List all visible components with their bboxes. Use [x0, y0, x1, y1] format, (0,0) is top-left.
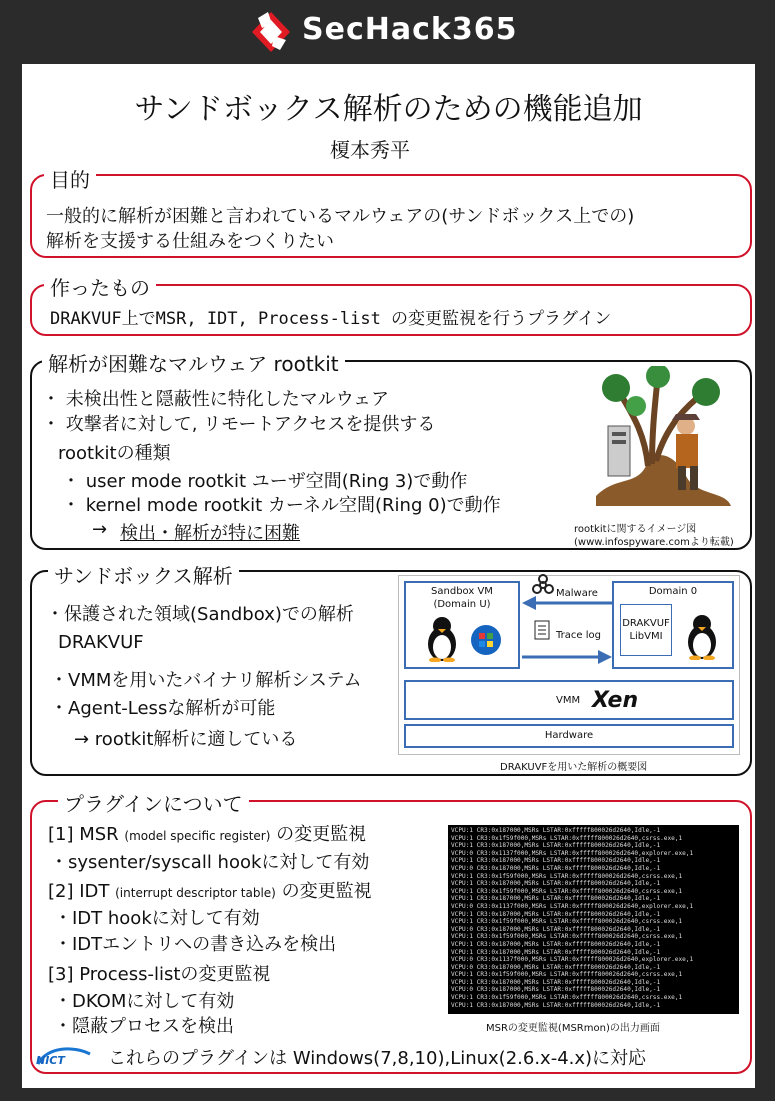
linux-penguin-dom0-icon — [686, 614, 718, 660]
malware-arrow-icon — [522, 596, 612, 610]
sechack-logo-icon — [250, 10, 292, 54]
terminal-line: VCPU:1 CR3:0x187000,MSRs LSTAR:0xfffff800026d2640,Idle,-1 — [451, 910, 661, 918]
sandbox-line-5: → rootkit解析に適している — [74, 729, 298, 750]
terminal-line: VCPU:1 CR3:0x1f59f000,MSRs LSTAR:0xfffff800026d2640,csrss.exe,1 — [451, 994, 683, 1002]
terminal-line: VCPU:1 CR3:0x187000,MSRs LSTAR:0xfffff800026d2640,Idle,-1 — [451, 940, 661, 948]
terminal-line: VCPU:1 CR3:0x187000,MSRs LSTAR:0xfffff800026d2640,Idle,-1 — [451, 842, 661, 850]
rootkit-bullet-1: ・ 未検出性と隠蔽性に特化したマルウェア — [42, 389, 389, 410]
plugin-3-bullet-2: ・隠蔽プロセスを検出 — [54, 1016, 234, 1037]
terminal-line: VCPU:1 CR3:0x187000,MSRs LSTAR:0xfffff800026d2640,Idle,-1 — [451, 857, 661, 865]
plugin-2-tail: の変更監視 — [281, 881, 372, 902]
plugin-1-sub: (model specific register) — [124, 829, 271, 843]
poster-title: サンドボックス解析のための機能追加 — [134, 92, 643, 127]
terminal-line: VCPU:0 CR3:0x187000,MSRs LSTAR:0xfffff800026d2640,Idle,-1 — [451, 925, 661, 933]
terminal-line: VCPU:1 CR3:0x187000,MSRs LSTAR:0xfffff800026d2640,Idle,-1 — [451, 827, 661, 834]
sandbox-line-4: ・Agent-Lessな解析が可能 — [50, 698, 276, 719]
terminal-line: VCPU:1 CR3:0x187000,MSRs LSTAR:0xfffff800026d2640,Idle,-1 — [451, 895, 661, 903]
made-line: DRAKVUF上でMSR, IDT, Process-list の変更監視を行うプラグイン — [50, 309, 612, 329]
document-icon — [534, 620, 550, 640]
trace-log-label: Trace log — [556, 630, 601, 641]
biohazard-icon — [532, 574, 554, 596]
terminal-line: VCPU:1 CR3:0x187000,MSRs LSTAR:0xfffff800026d2640,Idle,-1 — [451, 978, 661, 986]
rootkit-type-kernel: ・ kernel mode rootkit カーネル空間(Ring 0)で動作 — [62, 495, 501, 516]
plugins-footer: これらのプラグインは Windows(7,8,10),Linux(2.6.x-4.x)に対応 — [108, 1048, 647, 1069]
plugin-2-bullet-1: ・IDT hookに対して有効 — [54, 908, 260, 929]
plugin-3-title: [3] Process-listの変更監視 — [48, 964, 271, 985]
rootkit-caption-1: rootkitに関するイメージ図 — [574, 524, 697, 535]
rootkit-heading: 解析が困難なマルウェア rootkit — [42, 348, 345, 377]
vmm-label: VMM — [556, 695, 581, 706]
drakvuf-label: DRAKVUF — [622, 618, 670, 629]
terminal-caption: MSRの変更監視(MSRmon)の出力画面 — [486, 1023, 660, 1034]
terminal-line: VCPU:1 CR3:0x187000,MSRs LSTAR:0xfffff800026d2640,Idle,-1 — [451, 1001, 661, 1009]
terminal-line: VCPU:1 CR3:0x187000,MSRs LSTAR:0xfffff800026d2640,Idle,-1 — [451, 880, 661, 888]
nict-label: NICT — [36, 1054, 65, 1067]
terminal-line: VCPU:0 CR3:0x187000,MSRs LSTAR:0xfffff800026d2640,Idle,-1 — [451, 986, 661, 994]
plugin-2-title — [48, 877, 372, 903]
terminal-line: VCPU:0 CR3:0x1137f000,MSRs LSTAR:0xfffff800026d2640,explorer.exe,1 — [451, 849, 694, 857]
diagram-caption: DRAKUVFを用いた解析の概要図 — [500, 762, 648, 773]
poster-author: 榎本秀平 — [330, 138, 410, 162]
windows-logo-icon — [470, 624, 502, 656]
rootkit-arrow: → — [92, 519, 108, 540]
terminal-line: VCPU:0 CR3:0x1137f000,MSRs LSTAR:0xfffff800026d2640,explorer.exe,1 — [451, 902, 694, 910]
plugin-2-bullet-2: ・IDTエントリへの書き込みを検出 — [54, 934, 337, 955]
xen-label: Xen — [592, 688, 639, 713]
purpose-heading: 目的 — [44, 164, 96, 193]
terminal-lines — [451, 827, 736, 1009]
terminal-line: VCPU:0 CR3:0x1137f000,MSRs LSTAR:0xfffff800026d2640,explorer.exe,1 — [451, 956, 694, 964]
plugin-3-bullet-1: ・DKOMに対して有効 — [54, 991, 235, 1012]
terminal-line: VCPU:1 CR3:0x1f59f000,MSRs LSTAR:0xfffff800026d2640,csrss.exe,1 — [451, 933, 683, 941]
rootkit-types: rootkitの種類 — [58, 443, 171, 464]
nict-logo-icon — [34, 1044, 94, 1070]
sandbox-vm-subtitle: (Domain U) — [433, 599, 491, 610]
trace-arrow-icon — [522, 650, 612, 664]
rootkit-conclusion: 検出・解析が特に困難 — [120, 523, 300, 544]
hardware-label: Hardware — [544, 730, 594, 741]
rootkit-type-user: ・ user mode rootkit ユーザ空間(Ring 3)で動作 — [62, 471, 468, 492]
rootkit-bullet-2: ・ 攻撃者に対して, リモートアクセスを提供する — [42, 414, 436, 435]
sandbox-vm-title: Sandbox VM — [431, 586, 493, 597]
plugin-2-sub: (interrupt descriptor table) — [115, 886, 276, 900]
plugin-1-bullet: ・sysenter/syscall hookに対して有効 — [50, 852, 370, 873]
plugin-1-title — [48, 820, 366, 846]
domain0-title: Domain 0 — [648, 586, 698, 597]
terminal-line: VCPU:1 CR3:0x1f59f000,MSRs LSTAR:0xfffff800026d2640,csrss.exe,1 — [451, 872, 683, 880]
terminal-line: VCPU:1 CR3:0x1f59f000,MSRs LSTAR:0xfffff800026d2640,csrss.exe,1 — [451, 918, 683, 926]
libvmi-label: LibVMI — [629, 631, 663, 642]
sandbox-line-2: DRAKVUF — [58, 632, 144, 653]
rootkit-illustration-icon — [586, 366, 736, 514]
plugin-1-name: [1] MSR — [48, 824, 119, 845]
terminal-line: VCPU:0 CR3:0x187000,MSRs LSTAR:0xfffff800026d2640,Idle,-1 — [451, 963, 661, 971]
brand-name: SecHack365 — [302, 12, 518, 47]
plugin-2-name: [2] IDT — [48, 881, 110, 902]
purpose-line-1: 一般的に解析が困難と言われているマルウェアの(サンドボックス上での) — [46, 206, 635, 227]
terminal-line: VCPU:0 CR3:0x187000,MSRs LSTAR:0xfffff800026d2640,Idle,-1 — [451, 864, 661, 872]
linux-penguin-icon — [426, 616, 458, 662]
terminal-line: VCPU:1 CR3:0x1f59f000,MSRs LSTAR:0xfffff800026d2640,csrss.exe,1 — [451, 887, 683, 895]
msrmon-terminal — [448, 825, 739, 1014]
sandbox-heading: サンドボックス解析 — [48, 560, 239, 589]
terminal-line: VCPU:1 CR3:0x1f59f000,MSRs LSTAR:0xfffff800026d2640,csrss.exe,1 — [451, 834, 683, 842]
malware-label: Malware — [556, 588, 598, 599]
rootkit-caption-2: (www.infospyware.comより転載) — [574, 537, 734, 548]
plugin-1-tail: の変更監視 — [276, 824, 367, 845]
sandbox-line-1: ・保護された領域(Sandbox)での解析 — [46, 604, 354, 625]
made-heading: 作ったもの — [44, 272, 156, 301]
purpose-line-2: 解析を支援する仕組みをつくりたい — [46, 231, 334, 252]
drakvuf-box — [620, 604, 672, 656]
terminal-line: VCPU:1 CR3:0x1f59f000,MSRs LSTAR:0xfffff800026d2640,csrss.exe,1 — [451, 971, 683, 979]
plugins-heading: プラグインについて — [58, 788, 249, 817]
sandbox-line-3: ・VMMを用いたバイナリ解析システム — [50, 670, 362, 691]
terminal-line: VCPU:1 CR3:0x187000,MSRs LSTAR:0xfffff800026d2640,Idle,-1 — [451, 948, 661, 956]
